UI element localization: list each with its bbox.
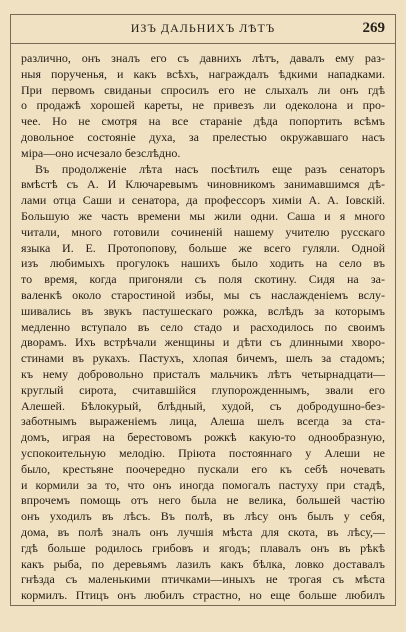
text-line: шивались въ звукъ пастушескаго рожка, вслѣдъ за которымъ [21,303,385,318]
text-line: гнѣзда съ маленькими птичками—иныхъ не трогая съ мѣста [21,572,385,587]
text-line: о продажѣ хорошей кареты, не привезъ ли одеколона и про- [21,98,385,113]
body-text [21,51,385,604]
text-line: изъ любимыхъ прогулокъ нашихъ было ходить на село въ [21,256,385,271]
text-line: міра—оно исчезало безслѣдно. [21,145,181,160]
text-line: чее. Но не смотря на все стараніе дѣда попортить всѣмъ [21,114,385,129]
text-line: читали, много готовили сочиненій нашему учителю русскаго [21,224,385,239]
text-line: успокоительную мелодію. Пріюта постояннаго у Алеши не [21,445,385,460]
page-frame [10,14,396,606]
text-line: Большую же часть времени мы жили одни. Саша и я много [21,208,385,223]
text-line: Алешей. Бѣлокурый, блѣдный, худой, съ добродушно-без- [21,398,385,413]
page-header [11,15,395,44]
text-line: Въ продолженіе лѣта насъ посѣтилъ еще разъ сенаторъ [35,161,385,176]
text-line: заботнымъ выраженіемъ лица, Алеша шелъ всегда за ста- [21,414,385,429]
text-line: къ нему добровольно присталъ мальчикъ лѣтъ четырнадцати— [21,366,385,381]
text-line: различно, онъ зналъ его съ давнихъ лѣтъ, давалъ ему раз- [21,51,385,65]
text-line: довольное состояніе духа, за прелестью окружавшаго насъ [21,129,385,144]
text-line: онъ уходилъ въ лѣсъ. Въ полѣ, въ лѣсу онъ былъ у себя, [21,509,385,524]
text-line: лами отца Саши и сенатора, да профессоръ химіи А. А. Iовскій. [21,193,385,208]
text-line: ныя порученья, и какъ всѣхъ, награждалъ ѣдкими нападками. [21,66,385,81]
text-line: кормилъ. Птицъ онъ любилъ страстно, но еще больше любилъ [21,588,385,603]
text-line: домъ, играя на берестовомъ рожкѣ какую-то однообразную, [21,430,385,445]
text-line: вмѣстѣ съ А. И Ключаревымъ чиновникомъ занимавшимся дѣ- [21,177,385,192]
page-number: 269 [362,20,385,36]
text-line: и кормили за то, что онъ иногда помогалъ пастуху при стадѣ, [21,477,385,492]
text-line: языка И. Е. Протопопову, больше же всего гуляли. Одной [21,240,385,255]
text-line: то время, когда пригоняли съ поля скотину. Сидя на за- [21,272,385,287]
text-line: какъ рыба, по деревьямъ лазилъ какъ бѣлка, ловко доставалъ [21,556,385,571]
text-line: впрочемъ помощь отъ него была не велика, большей частію [21,493,385,508]
running-head: ИЗЪ ДАЛЬНИХЪ ЛѢТЪ [130,21,276,35]
text-line: было, крестьяне поочередно пускали его къ себѣ ночевать [21,461,385,476]
text-line: дома, въ полѣ зналъ онъ лучшія мѣста для скота, въ лѣсу,— [21,524,385,539]
text-line: медленно вступало въ село стадо и расходилось по своимъ [21,319,385,334]
text-line: круглый сирота, считавшійся глупорожденнымъ, звали его [21,382,385,397]
text-line: стинами въ рукахъ. Пастухъ, хлопая бичемъ, шелъ за стадомъ; [21,351,385,366]
text-line: валенкѣ около старостиной избы, мы съ наслажденіемъ вслу- [21,287,385,302]
text-line: дворамъ. Ихъ встрѣчали женщины и дѣти съ длинными хворо- [21,335,385,350]
text-line: гдѣ больше родилось грибовъ и ягодъ; плавалъ онъ въ рѣкѣ [21,540,385,555]
text-line: При первомъ свиданьи спросилъ его не слыхалъ ли онъ гдѣ [21,82,385,97]
